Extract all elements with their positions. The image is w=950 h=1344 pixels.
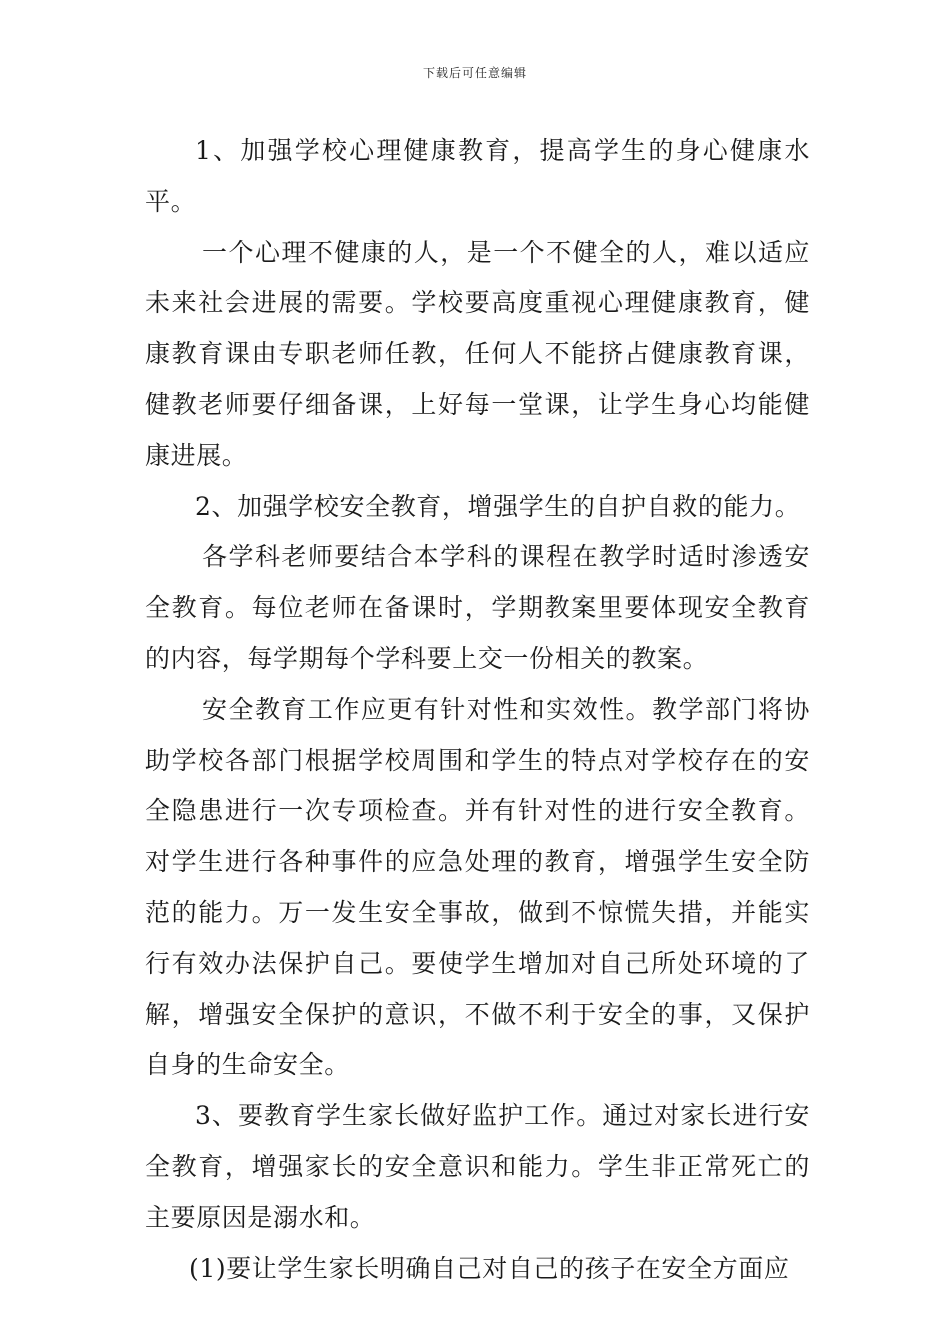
page-header: 下载后可任意编辑 [422, 66, 527, 80]
document-body [145, 126, 810, 1294]
paragraph-heading-1: 1、加强学校心理健康教育，提高学生的身心健康水平。 [145, 136, 810, 216]
paragraph-heading-2: 2、加强学校安全教育，增强学生的自护自救的能力。 [195, 491, 801, 521]
paragraph: (1)要让学生家长明确自己对自己的孩子在安全方面应 [189, 1253, 790, 1283]
paragraph: 安全教育工作应更有针对性和实效性。教学部门将协助学校各部门根据学校周围和学生的特点对学校存在的安全隐患进行一次专项检查。并有针对性的进行安全教育。对学生进行各种事件的应急处理的教育，增强学生安全防范的能力。万一发生安全事故，做到不惊慌失措，并能实行有效办法保护自己。要使学生增加对自己所处环境的了解，增强安全保护的意识，不做不利于安全的事，又保护自身的生命安全。 [145, 694, 810, 1080]
paragraph-heading-3: 3、要教育学生家长做好监护工作。通过对家长进行安全教育，增强家长的安全意识和能力。学生非正常死亡的主要原因是溺水和。 [145, 1101, 810, 1232]
paragraph: 一个心理不健康的人，是一个不健全的人，难以适应未来社会进展的需要。学校要高度重视心理健康教育，健康教育课由专职老师任教，任何人不能挤占健康教育课，健教老师要仔细备课，上好每一堂课，让学生身心均能健康进展。 [145, 237, 810, 470]
paragraph: 各学科老师要结合本学科的课程在教学时适时渗透安全教育。每位老师在备课时，学期教案里要体现安全教育的内容，每学期每个学科要上交一份相关的教案。 [145, 542, 810, 673]
